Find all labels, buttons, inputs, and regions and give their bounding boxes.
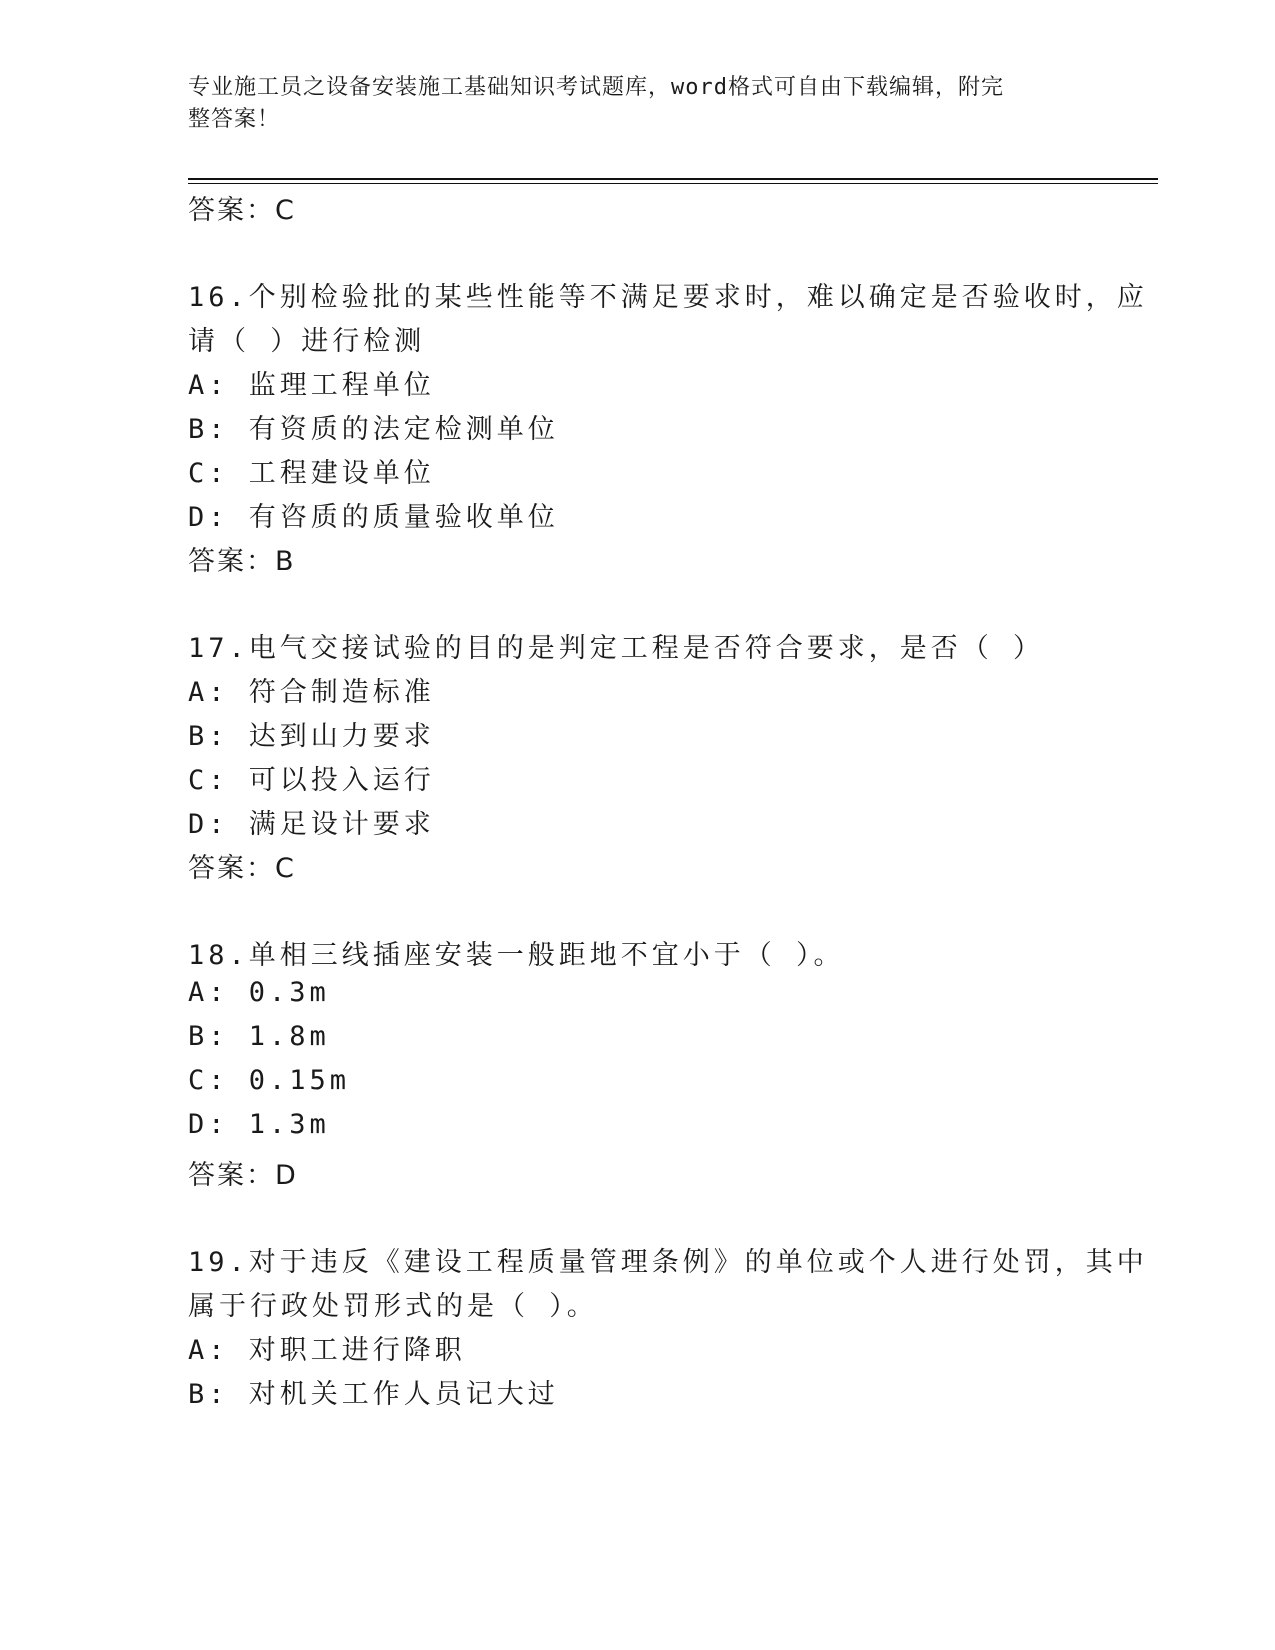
question-17-stem-line-1: 17.电气交接试验的目的是判定工程是否符合要求，是否（ ） [188,633,1045,664]
header-divider [188,178,1158,180]
question-19-stem-line-1: 19.对于违反《建设工程质量管理条例》的单位或个人进行处罚，其中 [188,1247,1148,1278]
question-17-option-b: B: 达到山力要求 [188,721,435,752]
header-line-1: 专业施工员之设备安装施工基础知识考试题库，word格式可自由下载编辑，附完 [188,75,1004,100]
question-16-option-a: A: 监理工程单位 [188,370,435,401]
header-divider-thin [188,183,1158,184]
header-line-2: 整答案！ [188,107,281,132]
question-16-option-d: D: 有咨质的质量验收单位 [188,502,559,533]
question-17-option-a: A: 符合制造标准 [188,677,435,708]
question-18-option-d: D: 1.3m [188,1109,330,1140]
answer-16: 答案：B [188,546,296,577]
document-header [188,72,1088,136]
question-17-option-d: D: 满足设计要求 [188,809,435,840]
answer-18: 答案：D [188,1160,298,1191]
question-19-option-a: A: 对职工进行降职 [188,1335,466,1366]
question-16-stem-line-1: 16.个别检验批的某些性能等不满足要求时，难以确定是否验收时，应 [188,282,1148,313]
question-18-option-c: C: 0.15m [188,1065,351,1096]
answer-15: 答案：C [188,195,296,226]
question-16-stem-line-2: 请（ ）进行检测 [188,326,426,357]
answer-17: 答案：C [188,853,296,884]
question-16-option-b: B: 有资质的法定检测单位 [188,414,559,445]
question-16-option-c: C: 工程建设单位 [188,458,435,489]
question-19-option-b: B: 对机关工作人员记大过 [188,1379,559,1410]
question-17-option-c: C: 可以投入运行 [188,765,435,796]
question-18-option-b: B: 1.8m [188,1021,330,1052]
question-19-stem-line-2: 属于行政处罚形式的是（ ）。 [188,1291,598,1322]
question-18-stem-line-1: 18.单相三线插座安装一般距地不宜小于（ ）。 [188,940,845,971]
question-18-option-a: A: 0.3m [188,977,330,1008]
